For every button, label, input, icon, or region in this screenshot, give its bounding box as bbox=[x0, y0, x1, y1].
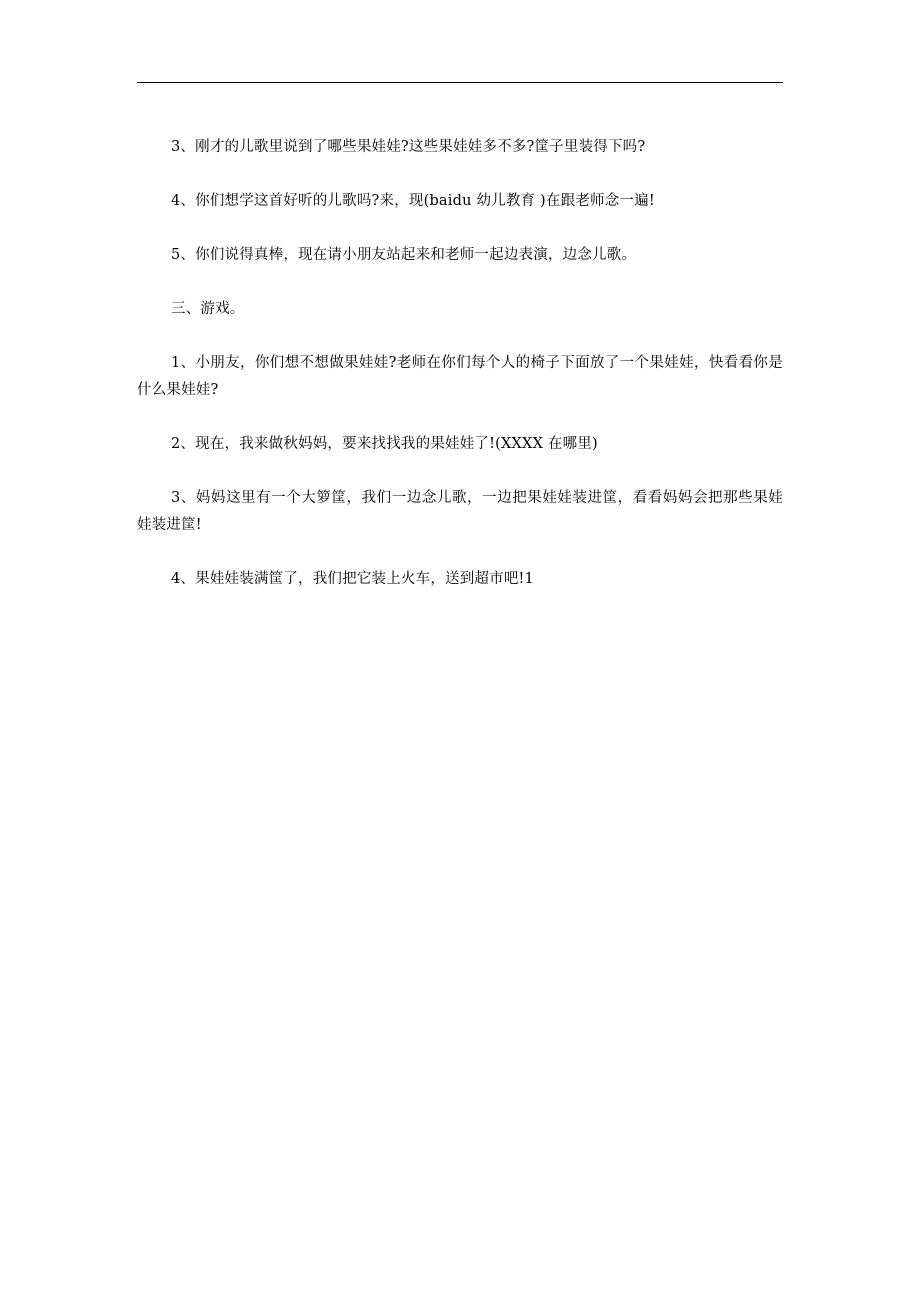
section-heading-game: 三、游戏。 bbox=[171, 301, 245, 317]
paragraph-game-2: 2、现在，我来做秋妈妈，要来找找我的果娃娃了!(XXXX 在哪里) bbox=[171, 436, 598, 452]
document-body bbox=[137, 134, 783, 620]
paragraph-step-4: 4、你们想学这首好听的儿歌吗?来，现(baidu 幼儿教育 )在跟老师念一遍! bbox=[171, 193, 655, 209]
paragraph-game-1: 1、小朋友，你们想不想做果娃娃?老师在你们每个人的椅子下面放了一个果娃娃，快看看你是什么果娃娃? bbox=[137, 355, 783, 398]
paragraph-step-5: 5、你们说得真棒，现在请小朋友站起来和老师一起边表演，边念儿歌。 bbox=[171, 247, 637, 263]
paragraph-game-4: 4、果娃娃装满筐了，我们把它装上火车，送到超市吧!1 bbox=[171, 571, 534, 587]
header-rule bbox=[137, 82, 783, 83]
paragraph-step-3: 3、刚才的儿歌里说到了哪些果娃娃?这些果娃娃多不多?筐子里装得下吗? bbox=[171, 139, 646, 155]
paragraph-game-3: 3、妈妈这里有一个大箩筐，我们一边念儿歌，一边把果娃娃装进筐，看看妈妈会把那些果娃娃装进筐! bbox=[137, 490, 783, 533]
